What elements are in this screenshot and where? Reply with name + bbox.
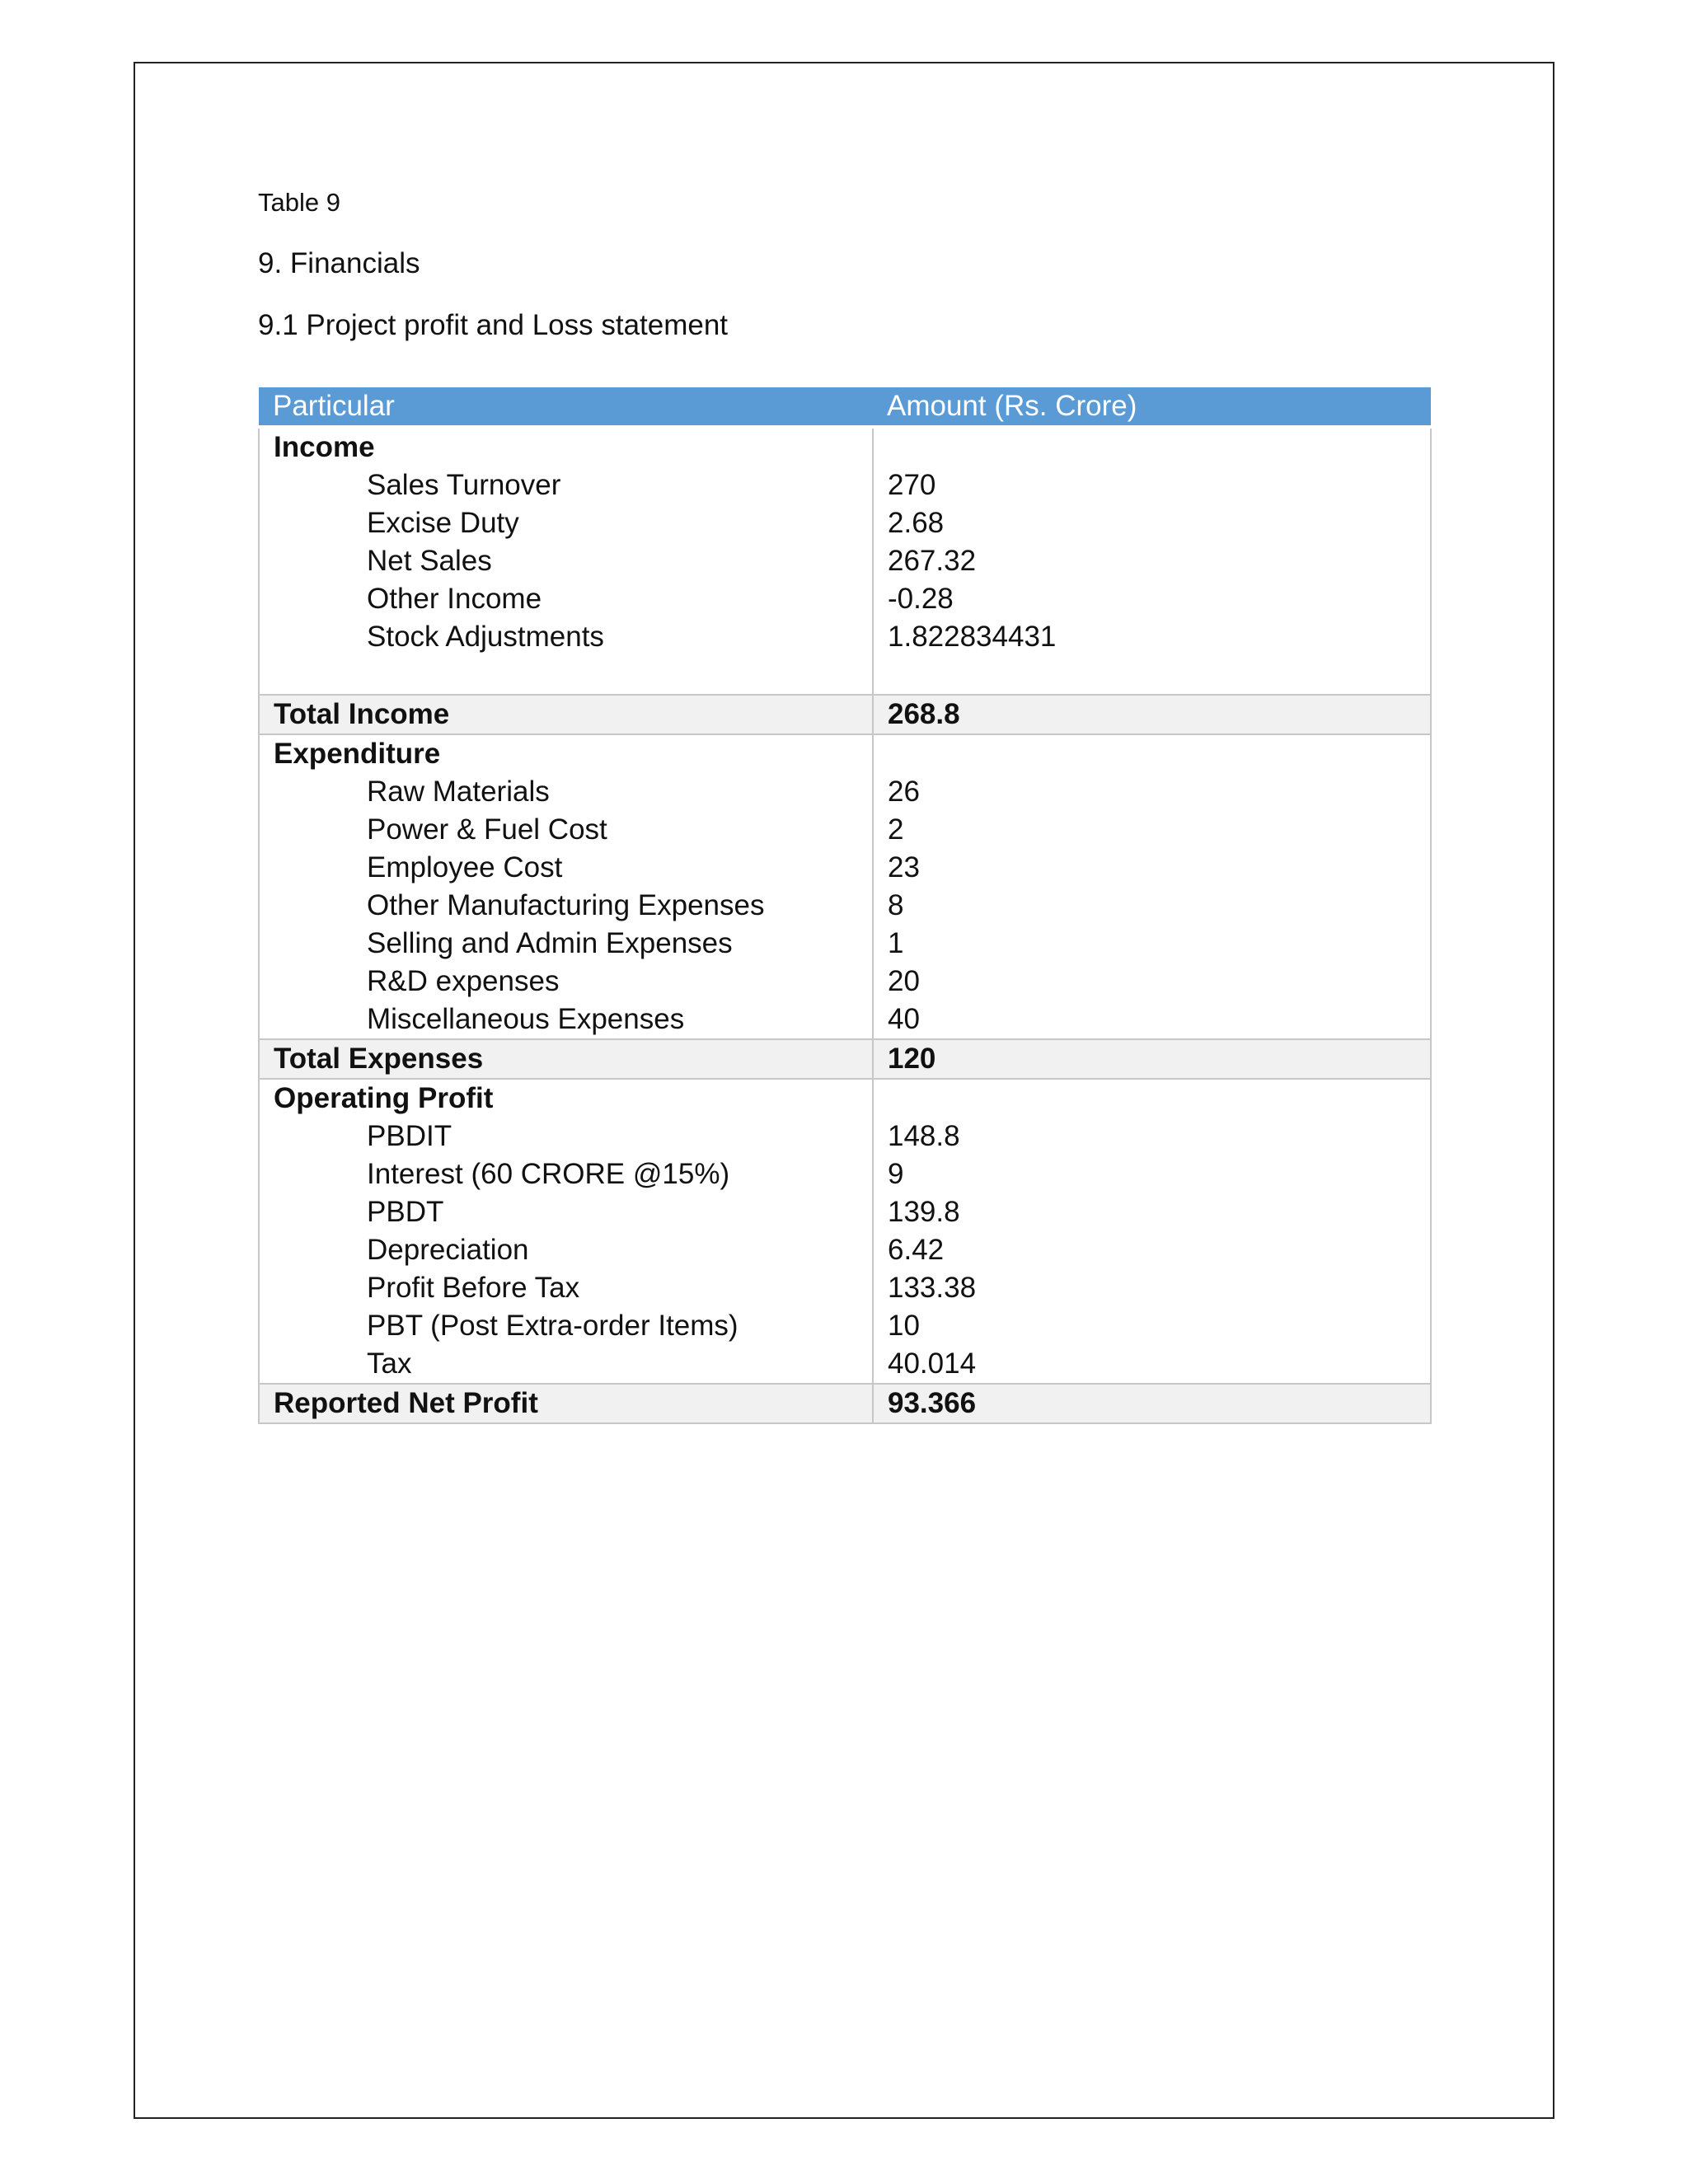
table-row bbox=[259, 580, 1431, 618]
table-row bbox=[259, 504, 1431, 542]
header-amount: Amount (Rs. Crore) bbox=[873, 387, 1431, 427]
table-row bbox=[259, 963, 1431, 1001]
table-row bbox=[259, 1269, 1431, 1307]
total-label: Total Expenses bbox=[259, 1039, 873, 1079]
row-label: Other Income bbox=[259, 580, 873, 618]
table-row bbox=[259, 466, 1431, 504]
spacer-row bbox=[259, 656, 1431, 695]
row-value: 2.68 bbox=[873, 504, 1431, 542]
row-label: Tax bbox=[259, 1345, 873, 1384]
row-value: 9 bbox=[873, 1155, 1431, 1193]
row-label: Miscellaneous Expenses bbox=[259, 1001, 873, 1039]
total-label: Reported Net Profit bbox=[259, 1384, 873, 1423]
subsection-heading: 9.1 Project profit and Loss statement bbox=[258, 309, 729, 341]
total-row-expenses bbox=[259, 1039, 1431, 1079]
row-label: Raw Materials bbox=[259, 773, 873, 811]
section-row-income bbox=[259, 427, 1431, 466]
table-row bbox=[259, 1155, 1431, 1193]
section-label: Income bbox=[259, 427, 873, 466]
row-label: Power & Fuel Cost bbox=[259, 811, 873, 849]
row-value: 133.38 bbox=[873, 1269, 1431, 1307]
row-label: Depreciation bbox=[259, 1231, 873, 1269]
row-label: PBDIT bbox=[259, 1118, 873, 1155]
total-row-income bbox=[259, 695, 1431, 734]
total-value: 120 bbox=[873, 1039, 1431, 1079]
table-row bbox=[259, 1118, 1431, 1155]
row-value: 1.822834431 bbox=[873, 618, 1431, 656]
row-value: 1 bbox=[873, 925, 1431, 963]
total-label: Total Income bbox=[259, 695, 873, 734]
section-label: Operating Profit bbox=[259, 1079, 873, 1118]
row-label: Excise Duty bbox=[259, 504, 873, 542]
total-value: 268.8 bbox=[873, 695, 1431, 734]
table-row bbox=[259, 542, 1431, 580]
section-label: Expenditure bbox=[259, 734, 873, 773]
row-label: Employee Cost bbox=[259, 849, 873, 887]
table-row bbox=[259, 887, 1431, 925]
table-row bbox=[259, 1193, 1431, 1231]
table-row bbox=[259, 1001, 1431, 1039]
row-value: 23 bbox=[873, 849, 1431, 887]
row-label: PBDT bbox=[259, 1193, 873, 1231]
table-row bbox=[259, 1307, 1431, 1345]
row-label: R&D expenses bbox=[259, 963, 873, 1001]
row-value: 26 bbox=[873, 773, 1431, 811]
row-value: 267.32 bbox=[873, 542, 1431, 580]
row-value: 40 bbox=[873, 1001, 1431, 1039]
table-row bbox=[259, 773, 1431, 811]
table-caption: Table 9 bbox=[258, 188, 340, 217]
row-label: Interest (60 CRORE @15%) bbox=[259, 1155, 873, 1193]
section-row-operating-profit bbox=[259, 1079, 1431, 1118]
table-row bbox=[259, 925, 1431, 963]
row-label: Selling and Admin Expenses bbox=[259, 925, 873, 963]
row-label: Profit Before Tax bbox=[259, 1269, 873, 1307]
row-value: 20 bbox=[873, 963, 1431, 1001]
row-value: 40.014 bbox=[873, 1345, 1431, 1384]
row-label: Sales Turnover bbox=[259, 466, 873, 504]
header-particular: Particular bbox=[259, 387, 873, 427]
row-label: Stock Adjustments bbox=[259, 618, 873, 656]
row-value: 2 bbox=[873, 811, 1431, 849]
row-value: 10 bbox=[873, 1307, 1431, 1345]
row-label: Other Manufacturing Expenses bbox=[259, 887, 873, 925]
row-value: 139.8 bbox=[873, 1193, 1431, 1231]
total-value: 93.366 bbox=[873, 1384, 1431, 1423]
table-row bbox=[259, 618, 1431, 656]
row-label: Net Sales bbox=[259, 542, 873, 580]
row-label: PBT (Post Extra-order Items) bbox=[259, 1307, 873, 1345]
table-row bbox=[259, 849, 1431, 887]
table-row bbox=[259, 1345, 1431, 1384]
table-header-row bbox=[259, 387, 1431, 427]
profit-loss-table bbox=[258, 387, 1432, 1424]
total-row-net-profit bbox=[259, 1384, 1431, 1423]
section-row-expenditure bbox=[259, 734, 1431, 773]
table-row bbox=[259, 811, 1431, 849]
section-heading: 9. Financials bbox=[258, 247, 420, 279]
row-value: -0.28 bbox=[873, 580, 1431, 618]
row-value: 270 bbox=[873, 466, 1431, 504]
row-value: 8 bbox=[873, 887, 1431, 925]
row-value: 148.8 bbox=[873, 1118, 1431, 1155]
table-row bbox=[259, 1231, 1431, 1269]
row-value: 6.42 bbox=[873, 1231, 1431, 1269]
